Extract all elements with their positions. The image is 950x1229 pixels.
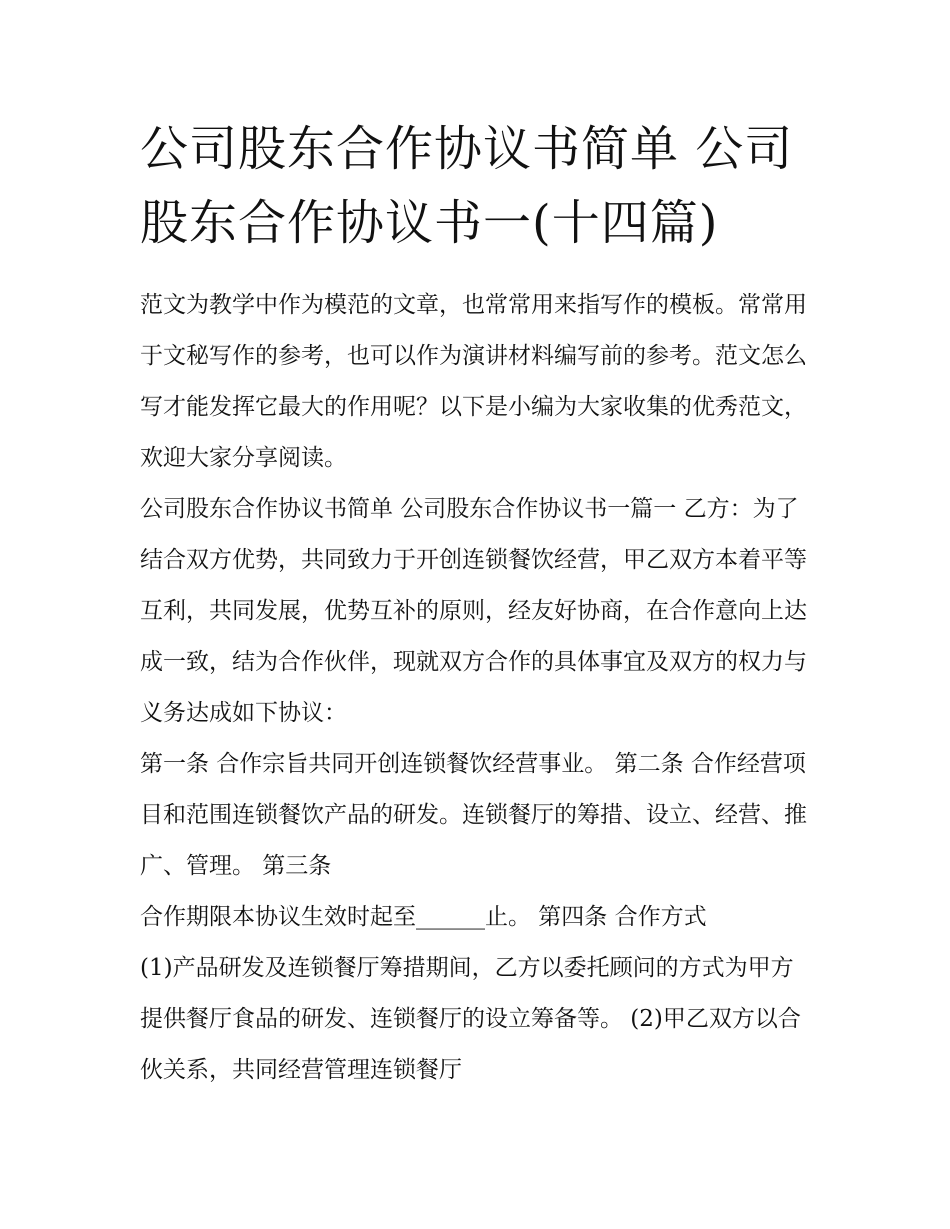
document-body — [140, 280, 815, 1096]
paragraph-term-and-method: 合作期限本协议生效时起至______止。 第四条 合作方式 — [140, 904, 707, 930]
paragraph-intro: 范文为教学中作为模范的文章，也常常用来指写作的模板。常常用于文秘写作的参考，也可以作为演讲材料编写前的参考。范文怎么写才能发挥它最大的作用呢？以下是小编为大家收集的优秀范文，欢迎大家分享阅读。 — [140, 292, 807, 471]
paragraph-cooperation-details: (1)产品研发及连锁餐厅筹措期间，乙方以委托顾问的方式为甲方提供餐厅食品的研发、连锁餐厅的设立筹备等。 (2)甲乙双方以合伙关系，共同经营管理连锁餐厅 — [140, 955, 801, 1083]
document-title: 公司股东合作协议书简单 公司股东合作协议书一(十四篇) — [140, 121, 794, 251]
paragraph-articles-1-3: 第一条 合作宗旨共同开创连锁餐饮经营事业。 第二条 合作经营项目和范围连锁餐饮产品的研发。连锁餐厅的筹措、设立、经营、推广、管理。 第三条 — [140, 751, 807, 879]
paragraph-agreement-preamble: 公司股东合作协议书简单 公司股东合作协议书一篇一 乙方：为了结合双方优势，共同致力于开创连锁餐饮经营，甲乙双方本着平等互利，共同发展，优势互补的原则，经友好协商，在合作意向上达成一致，结为合作伙伴，现就双方合作的具体事宜及双方的权力与义务达成如下协议： — [140, 496, 807, 726]
